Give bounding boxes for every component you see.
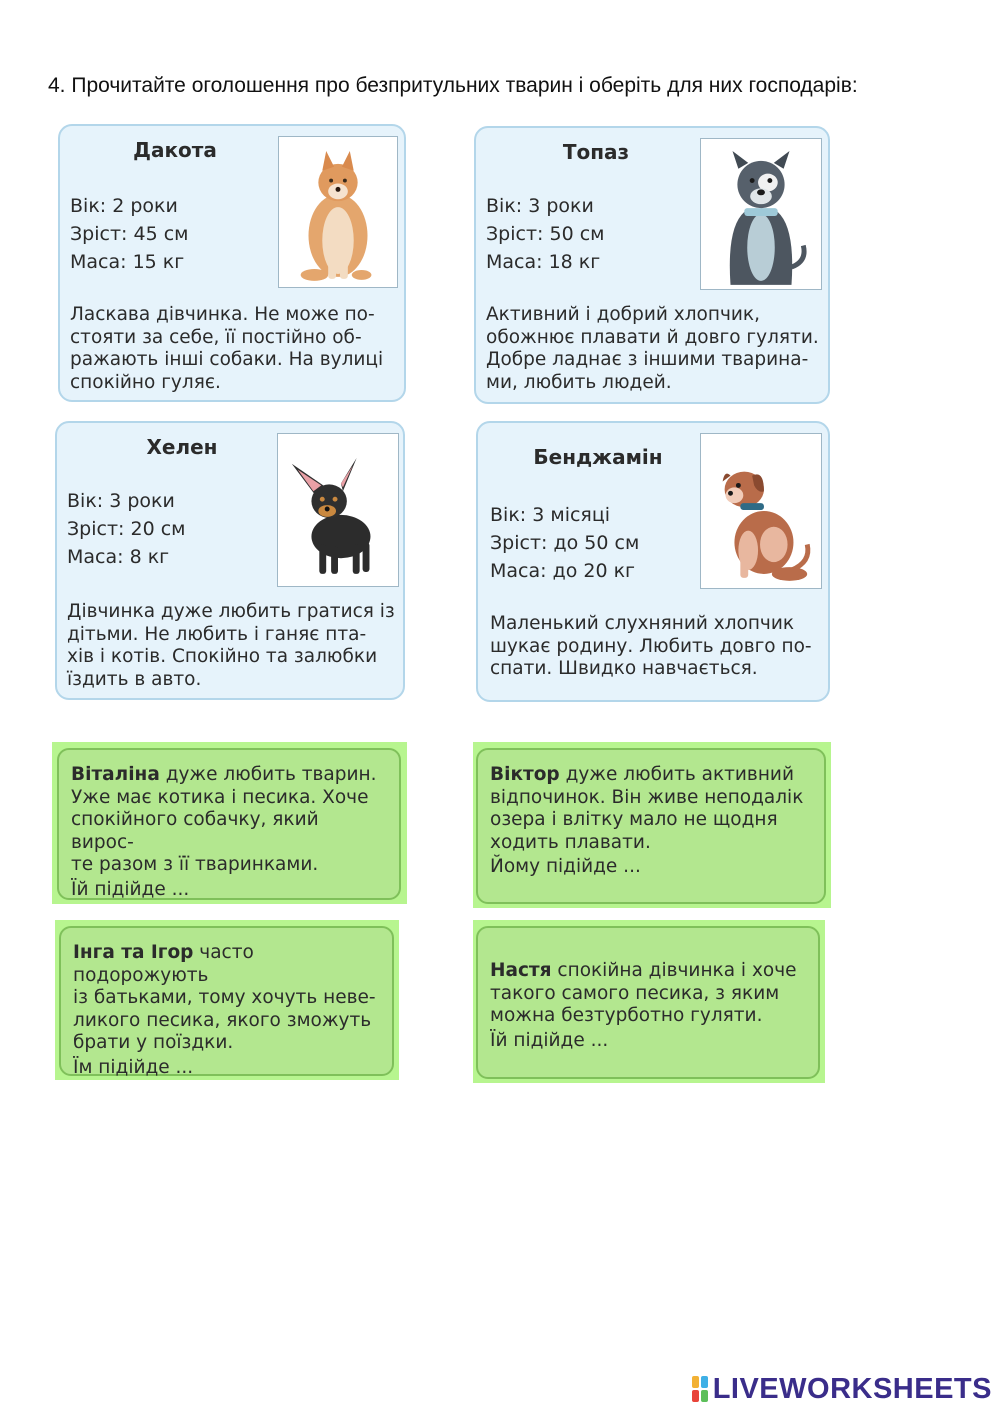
dog-stats (486, 192, 604, 276)
owner-name: Інга та Ігор (73, 942, 194, 963)
owner-text (73, 942, 380, 1055)
dog-stats (490, 501, 639, 585)
owner-card-vitalina (57, 748, 401, 900)
toy-terrier-dog-icon (277, 433, 399, 587)
owner-answer[interactable]: Їй підійде ... (71, 878, 190, 900)
dog-age: Вік: 3 роки (67, 490, 175, 512)
dog-age: Вік: 3 місяці (490, 504, 611, 526)
dog-name: Дакота (133, 138, 217, 162)
owner-name: Віталіна (71, 764, 160, 785)
dog-height: Зріст: 45 см (70, 223, 189, 245)
owner-text (71, 764, 387, 877)
owner-card-nastia (476, 926, 820, 1079)
liveworksheets-logo[interactable] (692, 1372, 992, 1406)
dog-name: Бенджамін (533, 445, 663, 469)
pitbull-dog-icon (700, 138, 822, 290)
dog-height: Зріст: 50 см (486, 223, 605, 245)
dog-stats (70, 192, 188, 276)
dog-name: Топаз (562, 140, 630, 164)
owner-card-viktor (476, 748, 826, 904)
shiba-dog-icon (278, 136, 398, 288)
dog-description: Ласкава дівчинка. Не може по- стояти за себе, її постійно об- ражають інші собаки. На вулиці спокійно гуляє. (70, 304, 384, 393)
owner-description: дуже любить активний відпочинок. Він живе неподалік озера і влітку мало не щодня ходить плавати. (490, 764, 804, 853)
owner-text (490, 764, 812, 854)
dog-age: Вік: 2 роки (70, 195, 178, 217)
dog-description: Активний і добрий хлопчик, обожнює плавати й довго гуляти. Добре ладнає з іншими тварина- ми, любить людей. (486, 304, 819, 393)
owner-text (490, 960, 806, 1028)
owner-name: Віктор (490, 764, 560, 785)
owner-card-inga-ihor (59, 926, 394, 1076)
dog-weight: Маса: 18 кг (486, 251, 601, 273)
puppy-dog-icon (700, 433, 822, 589)
dog-description: Маленький слухняний хлопчик шукає родину. Любить довго по- спати. Швидко навчається. (490, 613, 812, 679)
owner-answer[interactable]: Їм підійде ... (73, 1056, 194, 1078)
owner-description: спокійна дівчинка і хоче такого самого песика, з яким можна безтурботно гуляти. (490, 960, 797, 1026)
owner-name: Настя (490, 960, 552, 981)
dog-weight: Маса: до 20 кг (490, 560, 636, 582)
task-title: 4. Прочитайте оголошення про безпритульних тварин і оберіть для них господарів: (48, 74, 858, 97)
owner-answer[interactable]: Йому підійде ... (490, 856, 641, 877)
dog-card-benjamin (476, 421, 830, 702)
dog-stats (67, 487, 185, 571)
dog-card-helen (55, 421, 405, 700)
dog-height: Зріст: до 50 см (490, 532, 640, 554)
dog-card-topaz (474, 126, 830, 404)
owner-description: часто подорожують із батьками, тому хочуть неве- ликого песика, якого зможуть брати у поїздки. (73, 942, 376, 1053)
dog-name: Хелен (146, 435, 218, 459)
owner-description: дуже любить тварин. Уже має котика і песика. Хоче спокійного собачку, який вирос- те разом з її тваринками. (71, 764, 377, 875)
dog-card-dakota (58, 124, 406, 402)
logo-text: LIVEWORKSHEETS (712, 1372, 992, 1405)
dog-age: Вік: 3 роки (486, 195, 594, 217)
liveworksheets-mark-icon (692, 1376, 708, 1402)
dog-weight: Маса: 8 кг (67, 546, 170, 568)
dog-weight: Маса: 15 кг (70, 251, 185, 273)
owner-answer[interactable]: Їй підійде ... (490, 1029, 609, 1051)
dog-height: Зріст: 20 см (67, 518, 186, 540)
dog-description: Дівчинка дуже любить гратися із дітьми. Не любить і ганяє пта- хів і котів. Спокійно та залюбки їздить в авто. (67, 601, 395, 690)
